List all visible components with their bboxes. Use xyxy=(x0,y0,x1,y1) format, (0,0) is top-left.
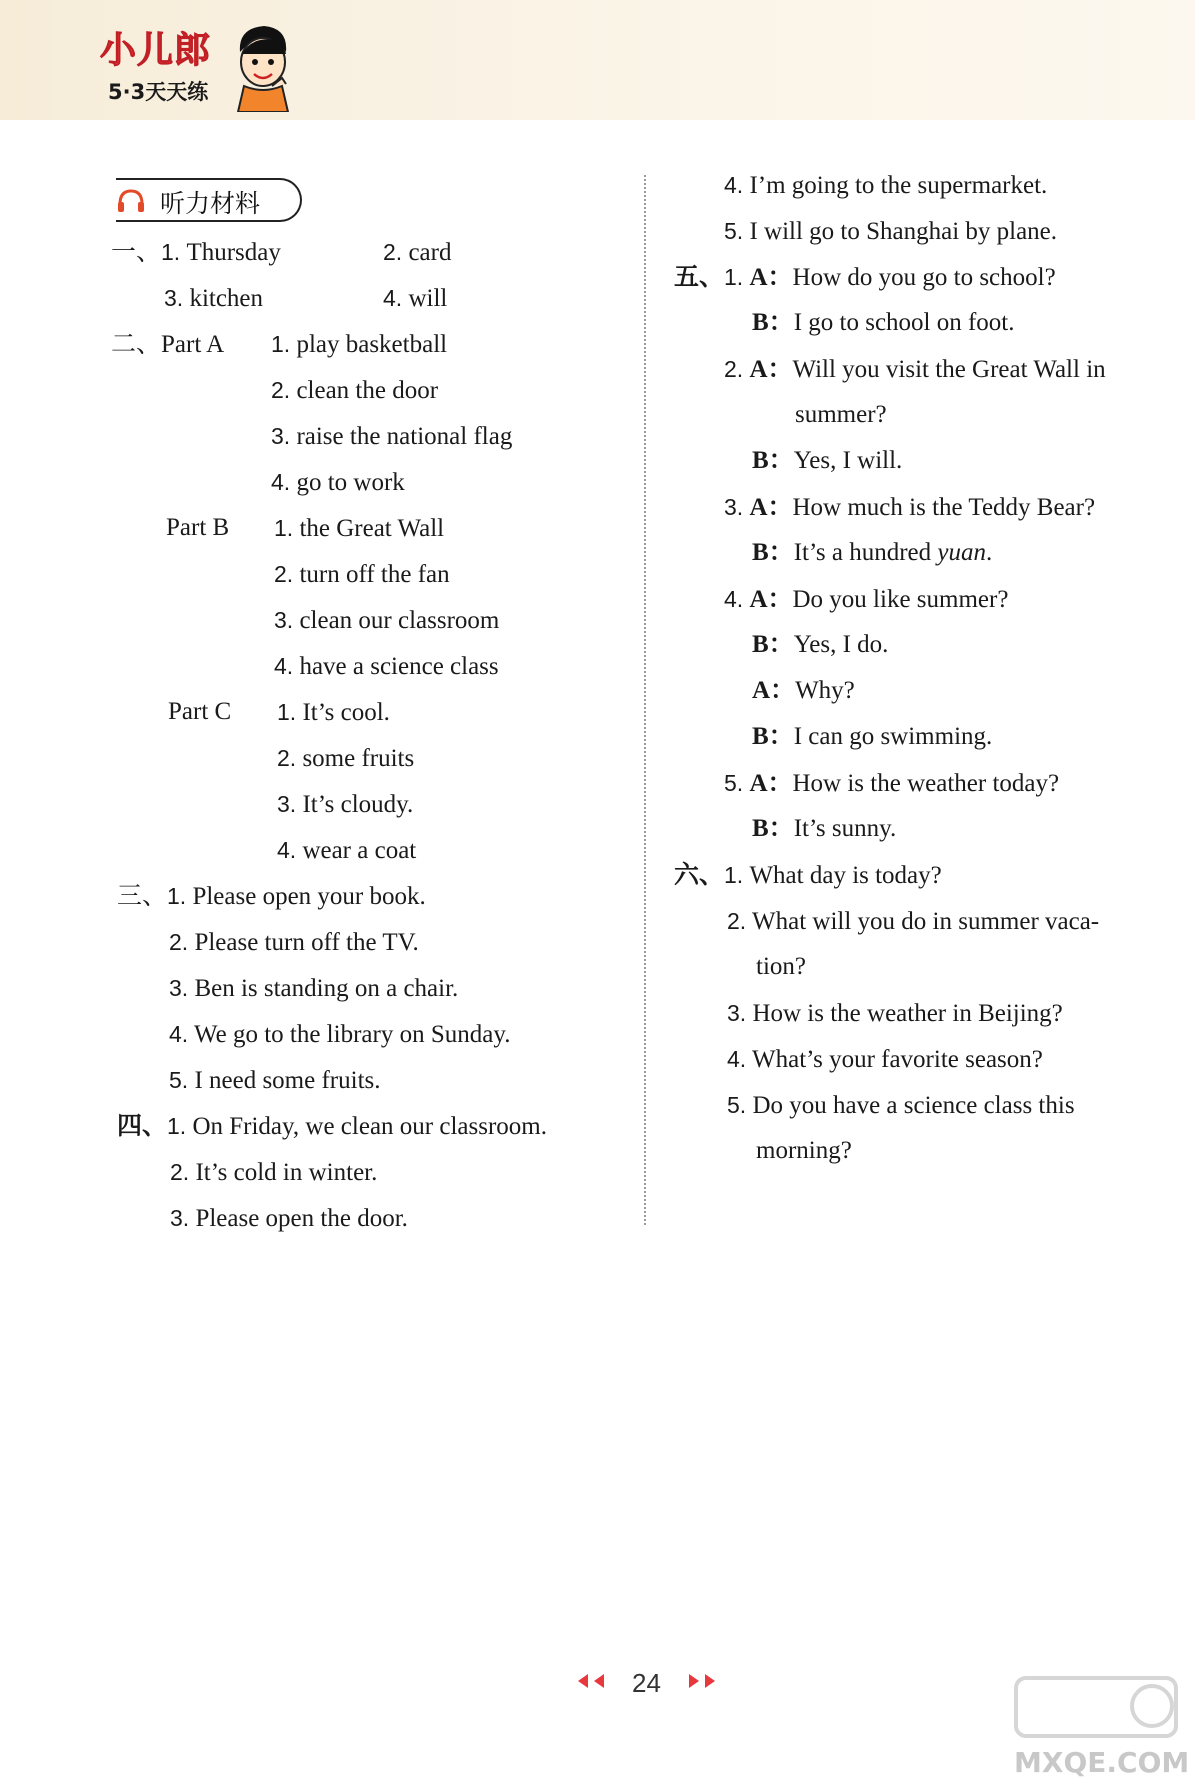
item-text: Please open the door. xyxy=(195,1205,408,1232)
item-num: 1. xyxy=(167,1113,187,1139)
item-text: What day is today? xyxy=(749,862,942,889)
dialog-text: It’s a hundred xyxy=(793,539,938,566)
item-text: It’s cold in winter. xyxy=(195,1159,378,1186)
item-text: Do you have a science class this xyxy=(752,1092,1075,1119)
sec5-d4-b2 xyxy=(752,722,992,752)
item-num: 4. xyxy=(271,469,291,495)
speaker-b: B： xyxy=(752,815,794,842)
sec4-item1 xyxy=(117,1111,547,1142)
sec6-label: 六、 xyxy=(674,860,725,889)
sec5-d4-a xyxy=(724,584,1008,615)
item-num: 4. xyxy=(724,586,744,612)
item-text: I will go to Shanghai by plane. xyxy=(749,218,1058,245)
dialog-text: I can go swimming. xyxy=(793,723,993,750)
partC-item3 xyxy=(277,789,413,820)
partA-item4 xyxy=(271,467,405,498)
sec5-d3-a xyxy=(724,492,1095,523)
sec5-d2-a xyxy=(724,354,1106,385)
watermark-logo-icon xyxy=(1012,1672,1182,1742)
item-num: 5. xyxy=(724,770,744,796)
item-num: 4. xyxy=(277,837,297,863)
dialog-text: How do you go to school? xyxy=(792,264,1056,291)
headphones-icon xyxy=(116,188,146,214)
sec4-item4 xyxy=(724,170,1047,201)
item-num: 2. xyxy=(727,908,747,934)
sec3-item1 xyxy=(117,881,426,912)
dialog-text: . xyxy=(986,539,993,566)
partA-item3 xyxy=(271,421,512,452)
partB-item1 xyxy=(274,513,444,544)
section-title: 听力材料 xyxy=(160,189,261,218)
item-num: 3. xyxy=(277,791,297,817)
sec5-d5-a xyxy=(724,768,1059,799)
item-num: 3. xyxy=(169,975,189,1001)
item-num: 4. xyxy=(274,653,294,679)
sec4-label: 四、 xyxy=(117,1111,168,1140)
item-num: 2. xyxy=(383,239,403,265)
speaker-b: B： xyxy=(752,447,794,474)
item-num: 5. xyxy=(727,1092,747,1118)
item-text: play basketball xyxy=(296,331,448,358)
sec5-d4-b xyxy=(752,630,888,660)
speaker-b: B： xyxy=(752,631,794,658)
item-num: 3. xyxy=(164,285,184,311)
sec2-label-row xyxy=(111,329,224,360)
item-num: 2. xyxy=(724,356,744,382)
speaker-a: A： xyxy=(749,356,793,383)
item-num: 4. xyxy=(727,1046,747,1072)
next-arrows-icon xyxy=(685,1672,719,1690)
dialog-text: I go to school on foot. xyxy=(793,309,1015,336)
prev-arrows-icon xyxy=(574,1672,608,1690)
dialog-text: Yes, I do. xyxy=(793,631,889,658)
item-text: I need some fruits. xyxy=(194,1067,381,1094)
item-text: wear a coat xyxy=(302,837,417,864)
item-num: 1. xyxy=(277,699,297,725)
dialog-text: Why? xyxy=(795,677,855,704)
item-text: will xyxy=(408,285,448,312)
speaker-a: A： xyxy=(752,677,796,704)
partC-item2 xyxy=(277,743,414,774)
item-num: 3. xyxy=(170,1205,190,1231)
sec6-item5 xyxy=(727,1090,1075,1121)
partB-item3 xyxy=(274,605,499,636)
speaker-a: A： xyxy=(749,586,793,613)
speaker-a: A： xyxy=(749,770,793,797)
item-text: What will you do in summer vaca- xyxy=(752,908,1100,935)
item-num: 5. xyxy=(724,218,744,244)
item-num: 1. xyxy=(274,515,294,541)
item-num: 4. xyxy=(383,285,403,311)
sec1-item3 xyxy=(164,283,263,314)
item-num: 4. xyxy=(169,1021,189,1047)
item-text: I’m going to the supermarket. xyxy=(749,172,1048,199)
item-text: How is the weather in Beijing? xyxy=(752,1000,1063,1027)
item-text: It’s cool. xyxy=(302,699,390,726)
speaker-a: A： xyxy=(749,264,793,291)
speaker-b: B： xyxy=(752,309,794,336)
sec4-item5 xyxy=(724,216,1057,247)
sec4-item3 xyxy=(170,1203,408,1234)
part-b-label: Part B xyxy=(166,514,230,541)
item-text: Thursday xyxy=(186,239,281,266)
partB-item2 xyxy=(274,559,450,590)
sec3-label: 三、 xyxy=(117,881,168,910)
item-text: We go to the library on Sunday. xyxy=(194,1021,511,1048)
dialog-text: Yes, I will. xyxy=(793,447,903,474)
sec1-item4 xyxy=(383,283,447,314)
sec6-item1 xyxy=(674,860,942,891)
item-text: It’s cloudy. xyxy=(302,791,414,818)
item-text: On Friday, we clean our classroom. xyxy=(192,1113,547,1140)
item-num: 2. xyxy=(274,561,294,587)
sec3-item3 xyxy=(169,973,458,1004)
speaker-b: B： xyxy=(752,539,794,566)
series-title: 5·3天天练 xyxy=(108,80,209,104)
item-text: turn off the fan xyxy=(299,561,450,588)
partC-item4 xyxy=(277,835,416,866)
item-num: 1. xyxy=(271,331,291,357)
sec5-d2-a-cont: summer? xyxy=(795,401,887,428)
sec5-d5-b xyxy=(752,814,896,844)
item-num: 2. xyxy=(271,377,291,403)
sec5-d2-b xyxy=(752,446,902,476)
watermark-text: MXQE.COM xyxy=(1014,1746,1190,1779)
item-num: 3. xyxy=(724,494,744,520)
item-text: Please turn off the TV. xyxy=(194,929,419,956)
speaker-b: B： xyxy=(752,723,794,750)
dialog-text: It’s sunny. xyxy=(793,815,897,842)
item-text: go to work xyxy=(296,469,405,496)
sec5-d1-a xyxy=(674,262,1056,293)
sec6-item2-cont: tion? xyxy=(756,953,806,980)
sec6-item3 xyxy=(727,998,1063,1029)
item-text: clean our classroom xyxy=(299,607,500,634)
dialog-text: How is the weather today? xyxy=(792,770,1060,797)
part-a-label: Part A xyxy=(161,331,225,358)
item-num: 1. xyxy=(724,862,744,888)
section-title-tag xyxy=(116,178,302,222)
item-text: Ben is standing on a chair. xyxy=(194,975,459,1002)
item-num: 4. xyxy=(724,172,744,198)
item-num: 3. xyxy=(727,1000,747,1026)
item-num: 1. xyxy=(724,264,744,290)
dialog-text: How much is the Teddy Bear? xyxy=(792,494,1096,521)
item-text: raise the national flag xyxy=(296,423,513,450)
sec1-item2 xyxy=(383,237,451,268)
sec5-label: 五、 xyxy=(674,262,725,291)
item-num: 3. xyxy=(274,607,294,633)
item-text: What’s your favorite season? xyxy=(752,1046,1043,1073)
item-text: clean the door xyxy=(296,377,439,404)
sec3-item4 xyxy=(169,1019,510,1050)
sec4-item2 xyxy=(170,1157,377,1188)
item-num: 2. xyxy=(277,745,297,771)
item-num: 1. xyxy=(167,883,187,909)
sec3-item2 xyxy=(169,927,419,958)
item-num: 5. xyxy=(169,1067,189,1093)
dialog-text: Will you visit the Great Wall in xyxy=(792,356,1106,383)
dialog-italic: yuan xyxy=(937,539,987,566)
part-c-label: Part C xyxy=(168,698,232,725)
sec6-item2 xyxy=(727,906,1099,937)
sec5-d4-a2 xyxy=(752,676,855,706)
item-num: 3. xyxy=(271,423,291,449)
partA-item2 xyxy=(271,375,438,406)
sec1-row1 xyxy=(111,237,281,268)
sec3-item5 xyxy=(169,1065,381,1096)
item-text: kitchen xyxy=(189,285,264,312)
sec6-item4 xyxy=(727,1044,1043,1075)
page-number: 24 xyxy=(632,1668,661,1698)
item-text: some fruits xyxy=(302,745,415,772)
sec1-label: 一、 xyxy=(111,237,162,266)
item-text: the Great Wall xyxy=(299,515,445,542)
partB-item4 xyxy=(274,651,499,682)
speaker-a: A： xyxy=(749,494,793,521)
sec5-d3-b xyxy=(752,538,992,568)
partA-item1 xyxy=(271,329,447,360)
item-num: 2. xyxy=(170,1159,190,1185)
column-divider xyxy=(644,175,646,1225)
sec2-label: 二、 xyxy=(111,329,162,358)
item-num: 2. xyxy=(169,929,189,955)
partC-item1 xyxy=(277,697,390,728)
brand-title: 小儿郎 xyxy=(100,30,212,71)
item-num: 1. xyxy=(161,239,181,265)
dialog-text: Do you like summer? xyxy=(792,586,1009,613)
mascot-boy-icon xyxy=(232,22,294,112)
item-text: Please open your book. xyxy=(192,883,426,910)
sec6-item5-cont: morning? xyxy=(756,1137,852,1164)
sec5-d1-b xyxy=(752,308,1015,338)
item-text: card xyxy=(408,239,452,266)
item-text: have a science class xyxy=(299,653,499,680)
